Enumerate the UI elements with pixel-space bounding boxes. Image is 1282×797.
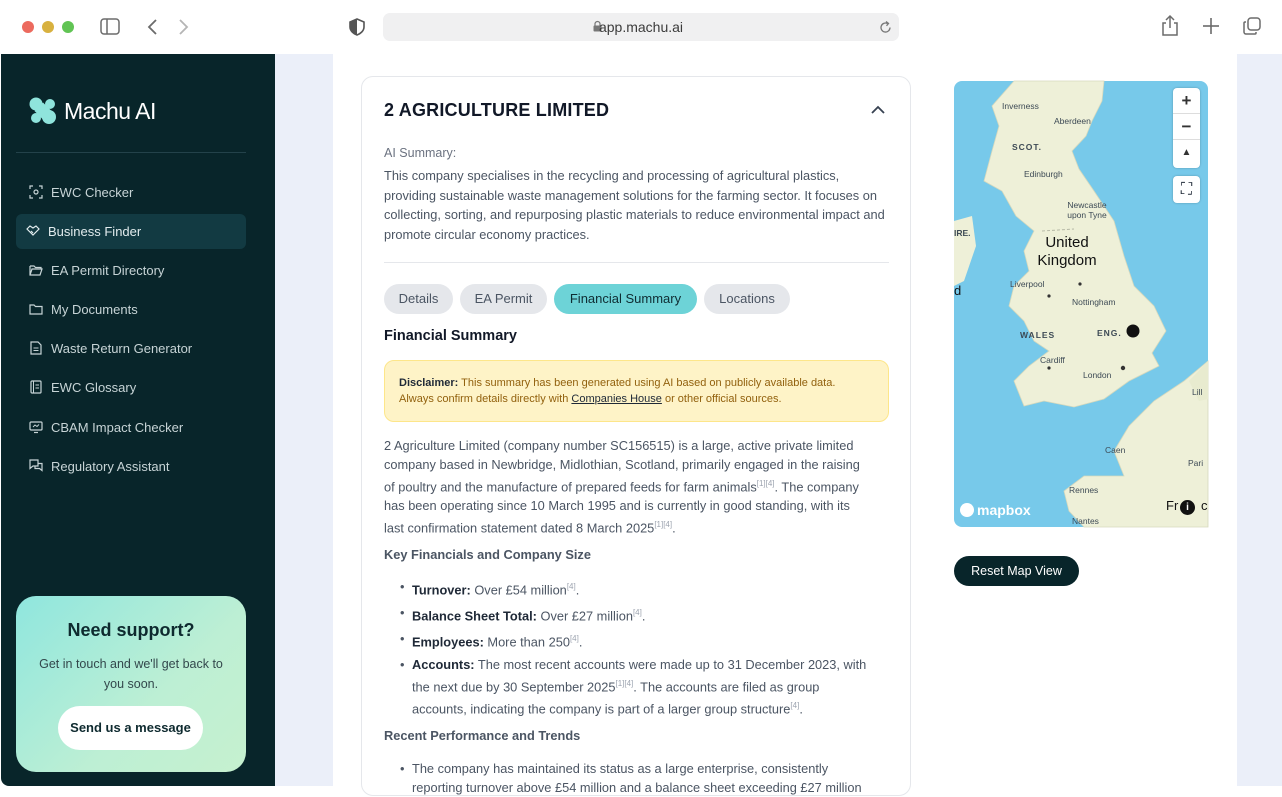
citation[interactable]: [4] (632, 608, 642, 617)
right-gutter (1237, 54, 1282, 786)
citation[interactable]: [4] (790, 701, 800, 711)
list-item: • The company has maintained its status as a large enterprise, consistently reporting turnover above £54 million and a balance sheet exceeding £27 million (400, 761, 862, 795)
minimize-window-button[interactable] (42, 21, 54, 33)
sidebar-item-label: CBAM Impact Checker (51, 420, 184, 435)
disclaimer-text: This summary has been generated using AI based on publicly available data. (461, 377, 836, 389)
share-icon[interactable] (1161, 15, 1179, 36)
sidebar-item-label: Business Finder (48, 224, 142, 239)
reload-icon[interactable] (879, 21, 892, 34)
map-label: Caen (1105, 445, 1126, 455)
map-label: Aberdeen (1054, 116, 1091, 126)
map-label: Fr (1166, 498, 1179, 513)
citation[interactable]: [4] (566, 582, 576, 591)
map-label: United Kingdom (1037, 234, 1097, 269)
maximize-window-button[interactable] (62, 21, 74, 33)
disclaimer-label: Disclaimer: (399, 377, 459, 389)
intro-line: of poultry and the manufacture of prepared feeds for farm animals[1][4]. The company (384, 479, 859, 495)
sidebar-item-ewc-glossary[interactable] (16, 370, 246, 405)
tab-locations[interactable]: Locations (704, 284, 790, 314)
sidebar-item-label: Regulatory Assistant (51, 459, 170, 474)
tab-ea-permit[interactable]: EA Permit (460, 284, 547, 314)
map-label: Liverpool (1010, 279, 1045, 289)
support-body: Get in touch and we'll get back to you soon. (39, 657, 223, 691)
file-text-icon (29, 341, 43, 355)
close-window-button[interactable] (22, 21, 34, 33)
trends-heading: Recent Performance and Trends (384, 728, 581, 743)
map-label: d (954, 283, 962, 298)
citation[interactable]: [4] (569, 634, 579, 643)
sidebar-item-label: Waste Return Generator (51, 341, 193, 356)
map-info-icon[interactable]: i (1180, 500, 1195, 515)
disclaimer-box (384, 360, 889, 422)
map-label: Pari (1188, 458, 1204, 468)
forward-icon[interactable] (178, 18, 190, 36)
key-financials-heading: Key Financials and Company Size (384, 547, 591, 562)
intro-line: company based in Newbridge, Midlothian, Scotland, primarily engaged in the raising (384, 457, 860, 472)
browser-toolbar (0, 0, 1282, 54)
sidebar-item-label: EA Permit Directory (51, 263, 165, 278)
brand-name: Machu AI (64, 98, 156, 124)
chat-icon (29, 459, 43, 473)
intro-line: has been operating since 10 March 1995 and is currently in good standing, with its (384, 498, 850, 514)
support-title: Need support? (67, 620, 195, 640)
map-label: Nantes (1072, 516, 1099, 526)
sidebar-toggle-icon[interactable] (100, 18, 120, 35)
map-label: WALES (1020, 330, 1056, 340)
sidebar-item-business-finder[interactable] (16, 214, 246, 249)
sidebar-divider (16, 152, 246, 153)
chevron-up-icon[interactable] (870, 103, 886, 117)
disclaimer-text: Always confirm details directly with (399, 393, 569, 405)
fullscreen-icon[interactable]: ⛶ (1173, 176, 1200, 203)
zoom-in-button[interactable]: + (1173, 88, 1200, 114)
map-label: London (1083, 370, 1112, 380)
privacy-shield-icon[interactable] (349, 18, 365, 36)
address-bar[interactable] (383, 13, 899, 41)
sidebar-item-waste-return-generator[interactable] (16, 331, 246, 366)
scan-icon (29, 185, 43, 199)
zoom-out-button[interactable]: − (1173, 114, 1200, 140)
tab-financial-summary[interactable]: Financial Summary (554, 284, 697, 314)
folder-icon (29, 302, 43, 316)
sidebar-item-cbam-impact-checker[interactable] (16, 410, 246, 445)
monitor-icon (29, 420, 43, 434)
folder-open-icon (29, 263, 43, 277)
support-card (16, 596, 246, 772)
map-panel[interactable] (954, 81, 1208, 527)
section-divider (384, 262, 889, 263)
sidebar-item-label: EWC Checker (51, 185, 134, 200)
map-label: Rennes (1069, 485, 1099, 495)
disclaimer-text: or other official sources. (664, 393, 782, 405)
companies-house-link[interactable]: Companies House (571, 393, 662, 405)
map-label: SCOT. (1012, 142, 1043, 152)
sidebar-item-regulatory-assistant[interactable] (16, 449, 246, 484)
book-icon (29, 380, 43, 394)
map-label: Inverness (1002, 101, 1039, 111)
sidebar-item-ea-permit-directory[interactable] (16, 253, 246, 288)
map-label: IRE. (954, 228, 971, 238)
map-label: c (1201, 498, 1208, 513)
citation[interactable]: [1][4] (615, 679, 634, 688)
intro-paragraph (384, 436, 889, 538)
intro-line: last confirmation statement dated 8 March 2025[1][4]. (384, 520, 676, 536)
map-label: Newcastle upon Tyne (1067, 200, 1107, 220)
citation[interactable]: [1][4] (654, 520, 673, 530)
map-label: Cardiff (1040, 355, 1065, 365)
sidebar-item-label: My Documents (51, 302, 138, 317)
citation[interactable]: [1][4] (756, 479, 775, 488)
handshake-icon (26, 224, 40, 238)
sidebar-item-label: EWC Glossary (51, 380, 137, 395)
mapbox-logo-icon[interactable]: mapbox (960, 502, 1031, 518)
sidebar-item-my-documents[interactable] (16, 292, 246, 327)
compass-icon[interactable]: ▲ (1181, 147, 1192, 158)
back-icon[interactable] (146, 18, 158, 36)
financial-summary-title: Financial Summary (384, 328, 517, 344)
ai-summary-text: This company specialises in the recycling and processing of agricultural plastics, providing sustainable waste management solutions for the farming sector. It focuses on collecting, sorting, and repurposing plastic materials to reduce environmental impact and promote circular economy practices. (384, 168, 885, 242)
company-name: 2 AGRICULTURE LIMITED (384, 100, 610, 120)
map-label: Nottingham (1072, 297, 1116, 307)
tab-overview-icon[interactable] (1243, 17, 1261, 35)
sidebar-item-ewc-checker[interactable] (16, 175, 246, 210)
send-message-button[interactable]: Send us a message (58, 706, 203, 750)
zoom-controls (1173, 88, 1200, 168)
machu-logo-icon (28, 96, 58, 126)
map-label: ENG. (1097, 328, 1122, 338)
ai-summary-label: AI Summary: (384, 146, 457, 160)
new-tab-icon[interactable] (1203, 18, 1219, 34)
reset-map-view-button[interactable]: Reset Map View (954, 556, 1079, 586)
map-label: Edinburgh (1024, 169, 1063, 179)
url-text: app.machu.ai (598, 19, 684, 35)
location-marker[interactable] (1127, 325, 1140, 338)
intro-line: 2 Agriculture Limited (company number SC156515) is a large, active private limited (384, 438, 854, 453)
map-label: Lill (1192, 387, 1203, 397)
tab-details[interactable]: Details (384, 284, 453, 314)
